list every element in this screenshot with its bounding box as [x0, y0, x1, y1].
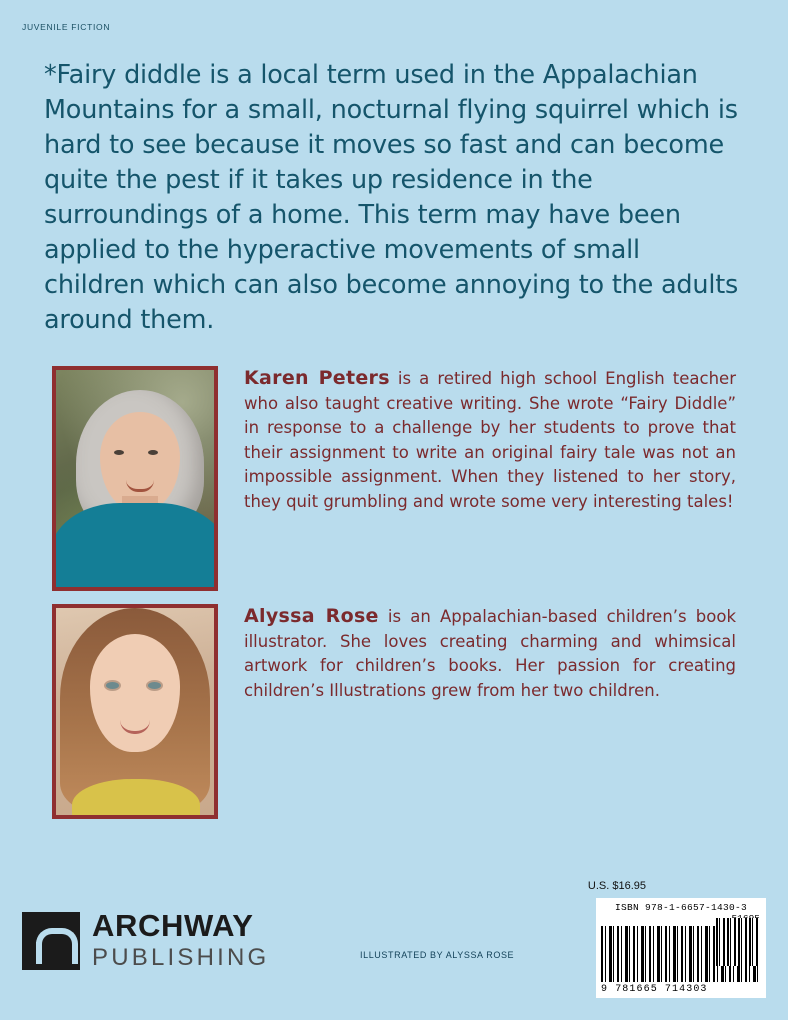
author-photo-alyssa-rose — [52, 604, 218, 819]
barcode — [596, 898, 766, 998]
genre-label: JUVENILE FICTION — [22, 22, 111, 32]
barcode-ean-digits: 9 781665 714303 — [601, 984, 708, 995]
price-label: U.S. $16.95 — [587, 880, 646, 892]
publisher-name-line2: PUBLISHING — [92, 944, 270, 971]
isbn-label: ISBN 978-1-6657-1430-3 — [614, 902, 748, 913]
author-bio-text: is a retired high school English teacher who also taught creative writing. She wrote “Fairy Diddle” in response to a challenge by her students to prove that their assignment to write an original fairy tale was not an impossible assignment. When they listened to her story, they quit grumbling and wrote some very interesting tales! — [244, 369, 736, 511]
author-block — [52, 366, 736, 591]
author-bio — [244, 366, 736, 514]
author-block — [52, 604, 736, 819]
archway-logo-icon — [22, 912, 80, 970]
barcode-addon-bars-icon — [716, 918, 760, 966]
portrait-illustration — [56, 608, 214, 815]
author-name: Alyssa Rose — [244, 605, 379, 627]
publisher-name — [92, 910, 269, 970]
portrait-illustration — [56, 370, 214, 587]
author-bio — [244, 604, 736, 703]
author-photo-karen-peters — [52, 366, 218, 591]
author-name: Karen Peters — [244, 367, 390, 389]
publisher-logo — [22, 910, 269, 970]
book-blurb: *Fairy diddle is a local term used in the Appalachian Mountains for a small, nocturnal flying squirrel which is hard to see because it moves so fast and can become quite the pest if it takes up residence in the surroundings of a home. This term may have been applied to the hyperactive movements of small children which can also become annoying to the adults around them. — [44, 60, 739, 335]
publisher-name-line1: ARCHWAY — [92, 908, 254, 943]
illustrated-by-label: ILLUSTRATED BY ALYSSA ROSE — [360, 950, 515, 960]
author-bio-text: is an Appalachian-based children’s book illustrator. She loves creating charming and whimsical artwork for children’s books. Her passion for creating children’s Illustrations grew from her two children. — [244, 607, 736, 700]
